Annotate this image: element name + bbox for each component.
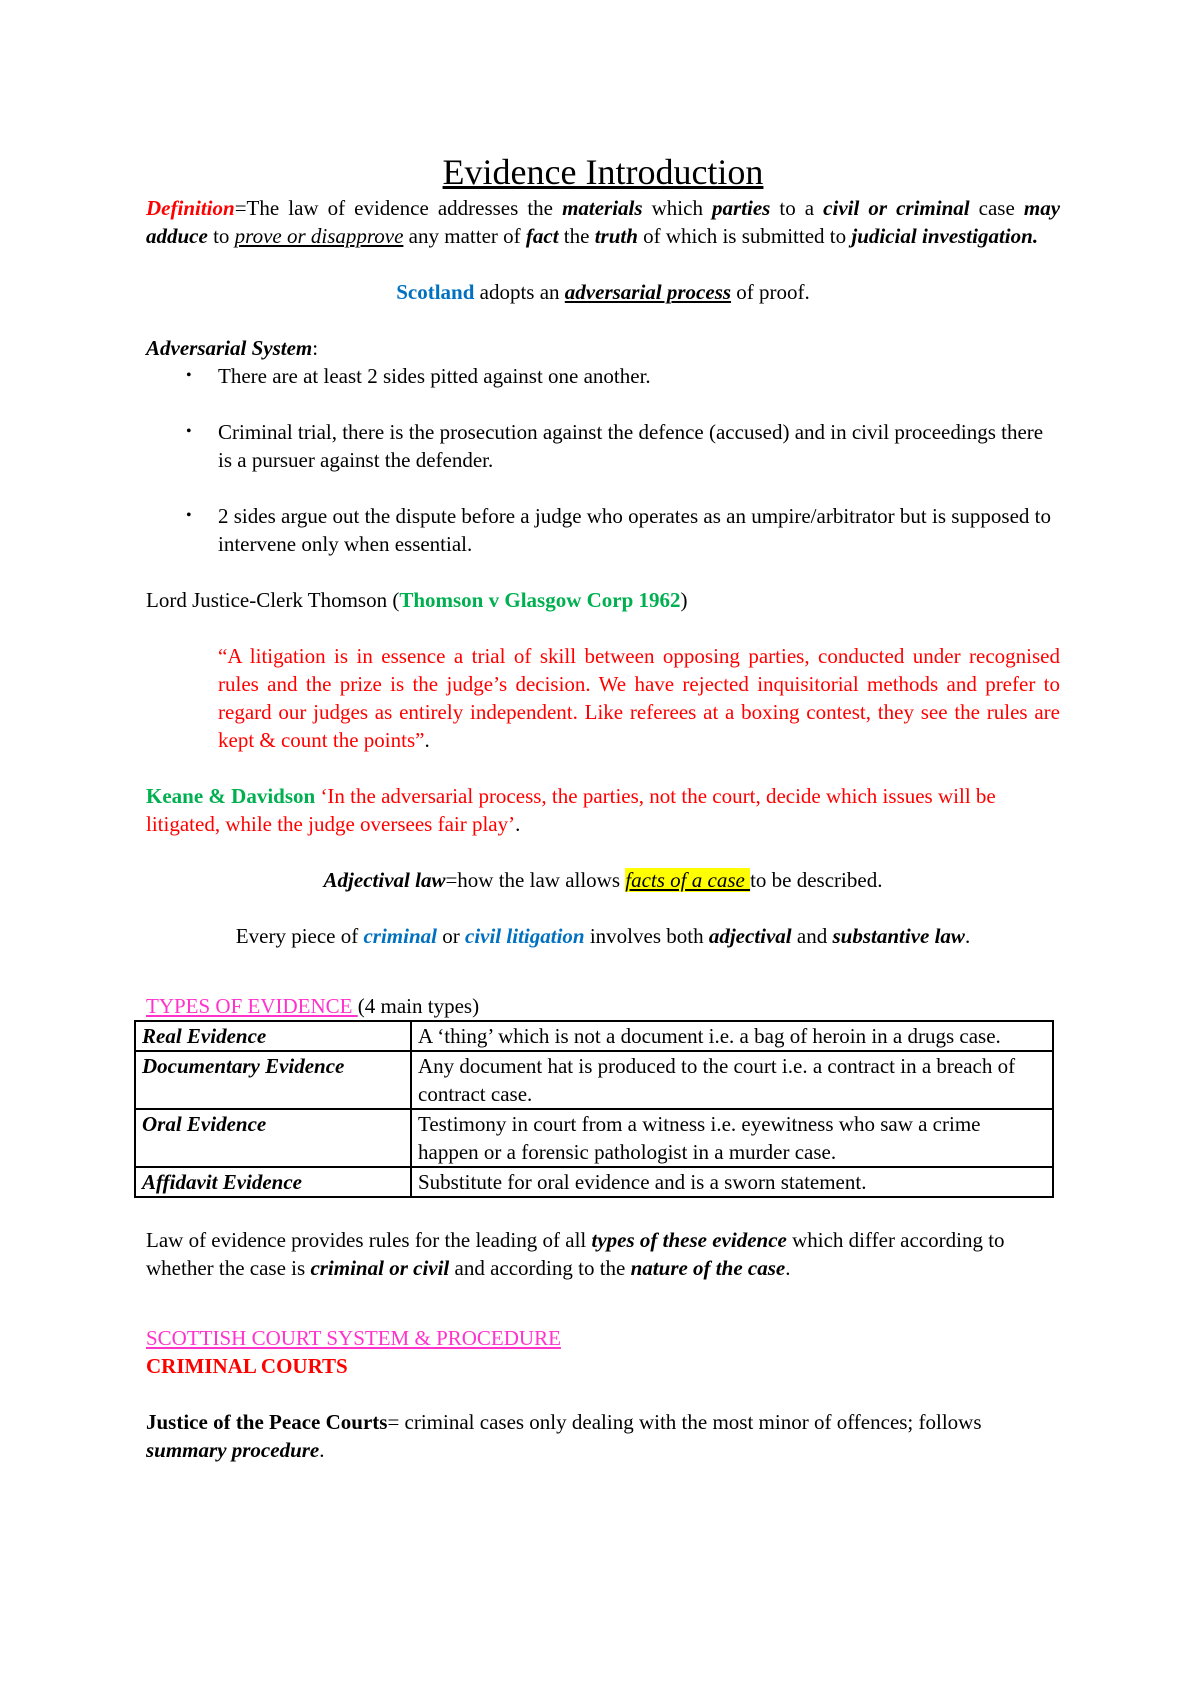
adversarial-heading: Adversarial System: [146, 336, 319, 360]
types-heading: TYPES OF EVIDENCE (4 main types) [146, 994, 480, 1018]
jp-courts-paragraph: Justice of the Peace Courts= criminal cases only dealing with the most minor of offences; follows summary procedure. [146, 1410, 982, 1462]
page-title: Evidence Introduction [442, 152, 764, 192]
every-piece-line: Every piece of criminal or civil litigation involves both adjectival and substantive law. [235, 924, 971, 948]
law-rules-paragraph: Law of evidence provides rules for the leading of all types of these evidence which differ according to whether the case is criminal or civil and according to the nature of the case. [146, 1228, 1005, 1280]
list-item: • 2 sides argue out the dispute before a judge who operates as an umpire/arbitrator but is supposed to intervene only when essential. [186, 504, 1051, 556]
keane-quote: Keane & Davidson ‘In the adversarial process, the parties, not the court, decide which issues will be litigated, while the judge oversees fair play’. [146, 784, 996, 836]
courts-heading: SCOTTISH COURT SYSTEM & PROCEDURE [146, 1326, 561, 1350]
evidence-desc-cell: Testimony in court from a witness i.e. eyewitness who saw a crime happen or a forensic pathologist in a murder case. [411, 1109, 1053, 1167]
table-row [135, 1021, 1053, 1051]
definition-paragraph: Definition=The law of evidence addresses the materials which parties to a civil or criminal case may adduce to prove or disapprove any matter of fact the truth of which is submitted to judicial investigation. [146, 196, 1061, 248]
table-row [135, 1051, 1053, 1109]
evidence-desc-cell: A ‘thing’ which is not a document i.e. a bag of heroin in a drugs case. [411, 1021, 1053, 1051]
evidence-type-cell: Real Evidence [135, 1021, 411, 1051]
adjectival-line: Adjectival law=how the law allows facts of a case to be described. [323, 868, 883, 892]
evidence-type-cell: Documentary Evidence [135, 1051, 411, 1109]
evidence-types-table [134, 1020, 1054, 1198]
scotland-line: Scotland adopts an adversarial process of proof. [396, 280, 810, 304]
evidence-desc-cell: Any document hat is produced to the court i.e. a contract in a breach of contract case. [411, 1051, 1053, 1109]
thomson-quote: “A litigation is in essence a trial of skill between opposing parties, conducted under recognised rules and the prize is the judge’s decision. We have rejected inquisitorial methods and prefer to regard our judges as entirely independent. Like referees at a boxing contest, they see the rules are kept & count the points”. [218, 644, 1060, 752]
table-row [135, 1109, 1053, 1167]
evidence-desc-cell: Substitute for oral evidence and is a sworn statement. [411, 1167, 1053, 1197]
definition-label: Definition [146, 196, 235, 220]
bullet-icon: • [186, 367, 192, 384]
bullet-icon: • [186, 423, 192, 440]
list-item: • There are at least 2 sides pitted against one another. [186, 364, 651, 388]
evidence-type-cell: Oral Evidence [135, 1109, 411, 1167]
evidence-type-cell: Affidavit Evidence [135, 1167, 411, 1197]
table-row [135, 1167, 1053, 1197]
list-item: • Criminal trial, there is the prosecution against the defence (accused) and in civil proceedings there is a pursuer against the defender. [186, 420, 1044, 472]
criminal-courts-heading: CRIMINAL COURTS [146, 1354, 348, 1378]
bullet-icon: • [186, 507, 192, 524]
thomson-line: Lord Justice-Clerk Thomson (Thomson v Glasgow Corp 1962) [146, 588, 688, 612]
adversarial-list [146, 362, 1060, 558]
document-body [142, 150, 1061, 1464]
